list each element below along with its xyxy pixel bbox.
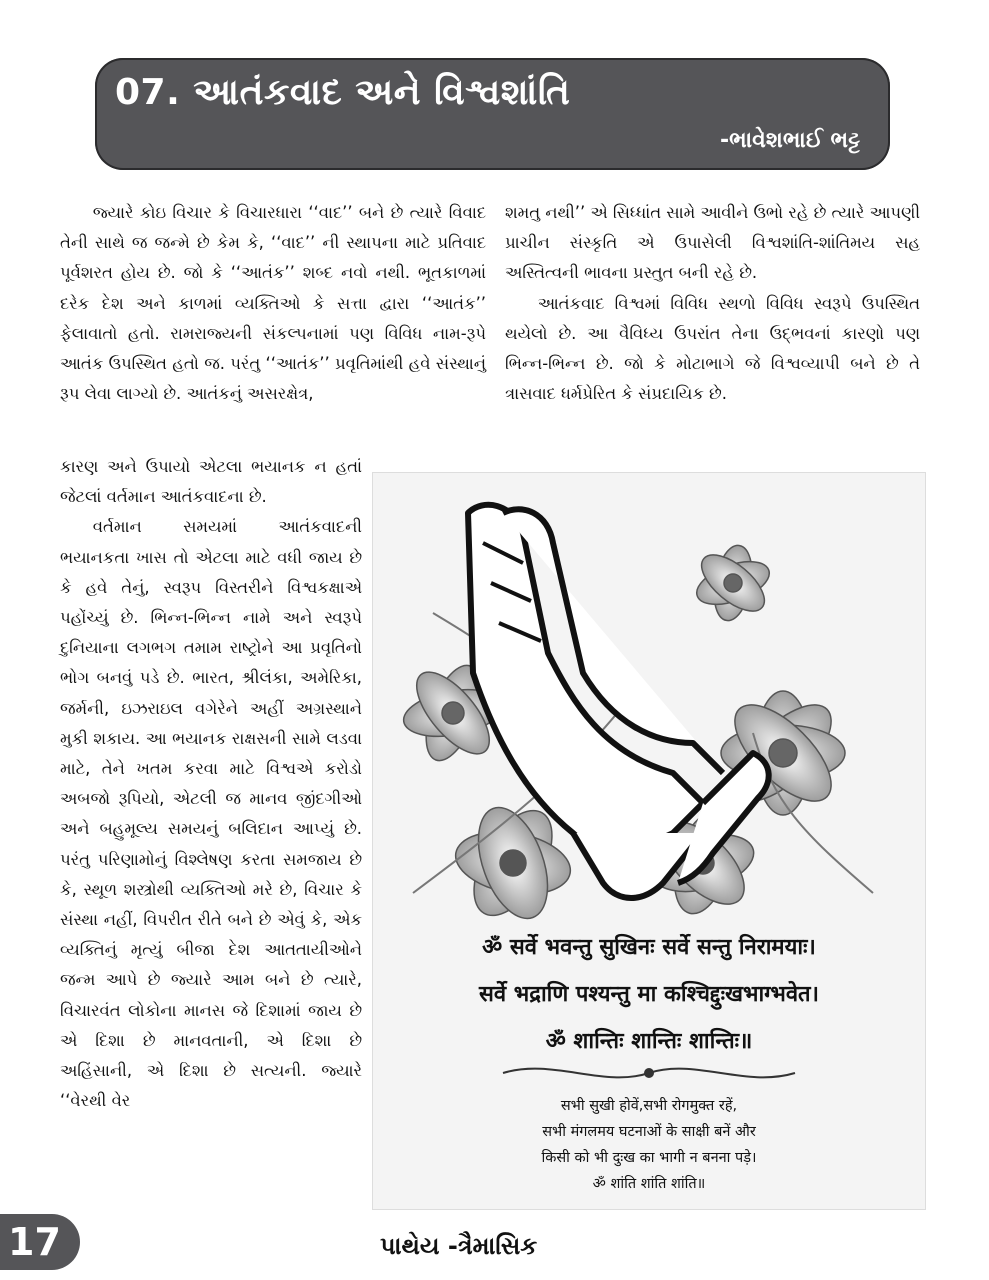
publication-name: પાથેય -ત્રૈમાસિક	[380, 1232, 538, 1260]
shloka-line-3: ॐ शान्तिः शान्तिः शान्तिः॥	[545, 1028, 753, 1054]
title-banner	[95, 58, 890, 170]
hindi-translation-line-3: किसी को भी दुःख का भागी न बनना पड़े।	[541, 1150, 757, 1166]
hindi-translation-line-4: ॐ शांति शांति शांति॥	[592, 1176, 706, 1192]
shloka-line-2: सर्वे भद्राणि पश्यन्तु मा कश्चिद्दुःखभाग्भवेत।	[479, 981, 819, 1007]
hindi-translation-line-1: सभी सुखी होवें,सभी रोगमुक्त रहें,	[560, 1098, 738, 1114]
article-column-right	[505, 198, 920, 409]
prayer-illustration	[372, 472, 926, 1210]
article-column-left-bottom	[60, 452, 362, 1116]
hindi-translation-line-2: सभी मंगलमय घटनाओं के साक्षी बनें और	[542, 1124, 756, 1140]
article-column-left-top	[60, 198, 486, 409]
article-author: -ભાવેશભાઈ ભટ્ટ	[720, 128, 860, 153]
paragraph: આતંકવાદ વિશ્વમાં વિવિધ સ્થળો વિવિધ સ્વરૂપે ઉપસ્થિત થયેલો છે. આ વૈવિધ્ય ઉપરાંત તેના ઉદ્ભવનાં કારણો પણ ભિન્ન-ભિન્ન છે. જો કે મોટાભાગે જે વિશ્વવ્યાપી બને છે તે ત્રાસવાદ ધર્મપ્રેરિત કે સંપ્રદાયિક છે.	[505, 293, 920, 404]
shloka-line-1: ॐ सर्वे भवन्तु सुखिनः सर्वे सन्तु निरामयाः।	[482, 934, 816, 960]
paragraph: શમતુ નથી’’ એ સિધ્ધાંત સામે આવીને ઉભો રહે છે ત્યારે આપણી પ્રાચીન સંસ્કૃતિ એ ઉપાસેલી વિશ્વશાંતિ-શાંતિમય સહ અસ્તિત્વની ભાવના પ્રસ્તુત બની રહે છે.	[505, 203, 921, 283]
page-number: 17	[0, 1214, 80, 1270]
paragraph: વર્તમાન સમયમાં આતંકવાદની ભયાનકતા ખાસ તો એટલા માટે વધી જાય છે કે હવે તેનું, સ્વરૂપ વિસ્તરીને વિશ્વકક્ષાએ પહોંચ્યું છે. ભિન્ન-ભિન્ન નામે અને સ્વરૂપે દુનિયાના લગભગ તમામ રાષ્ટ્રોને આ પ્રવૃતિનો ભોગ બનવું પડે છે. ભારત, શ્રીલંકા, અમેરિકા, જર્મની, ઇઝરાઇલ વગેરેને અહીં અગ્રસ્થાને મુકી શકાય. આ ભયાનક રાક્ષસની સામે લડવા માટે, તેને ખતમ કરવા માટે વિશ્વએ કરોડો અબજો રૂપિયો, એટલી જ માનવ જીંદગીઓ અને બહુમૂલ્ય સમયનું બલિદાન આપ્યું છે. પરંતુ પરિણામોનું વિશ્લેષણ કરતા સમજાય છે કે, સ્થૂળ શસ્ત્રોથી વ્યક્તિઓ મરે છે, વિચાર કે સંસ્થા નહીં, વિપરીત રીતે બને છે એવું કે, એક વ્યક્તિનું મૃત્યું બીજા દેશ આતતાયીઓને જન્મ આપે છે જ્યારે આમ બને છે ત્યારે, વિચારવંત લોકોના માનસ જે દિશામાં જાય છે એ દિશા છે માનવતાની, એ દિશા છે અહિંસાની, એ દિશા છે સત્યની. જ્યારે ‘‘વેરથી વેર	[60, 517, 362, 1111]
paragraph: જ્યારે કોઇ વિચાર કે વિચારધારા ‘‘વાદ’’ બને છે ત્યારે વિવાદ તેની સાથે જ જન્મે છે કેમ કે, ‘‘વાદ’’ ની સ્થાપના માટે પ્રતિવાદ પૂર્વશરત હોય છે. જો કે ‘‘આતંક’’ શબ્દ નવો નથી. ભૂતકાળમાં દરેક દેશ અને કાળમાં વ્યક્તિઓ કે સત્તા દ્વારા ‘‘આતંક’’ ફેલાવાતો હતો. રામરાજ્યની સંકલ્પનામાં પણ વિવિધ નામ-રૂપે આતંક ઉપસ્થિત હતો જ. પરંતુ ‘‘આતંક’’ પ્રવૃતિમાંથી હવે સંસ્થાનું રૂપ લેવા લાગ્યો છે. આતંકનું અસરક્ષેત્ર,	[60, 203, 486, 404]
paragraph: કારણ અને ઉપાયો એટલા ભયાનક ન હતાં જેટલાં વર્તમાન આતંકવાદના છે.	[60, 457, 362, 507]
article-title: 07. આતંકવાદ અને વિશ્વશાંતિ	[115, 72, 571, 113]
